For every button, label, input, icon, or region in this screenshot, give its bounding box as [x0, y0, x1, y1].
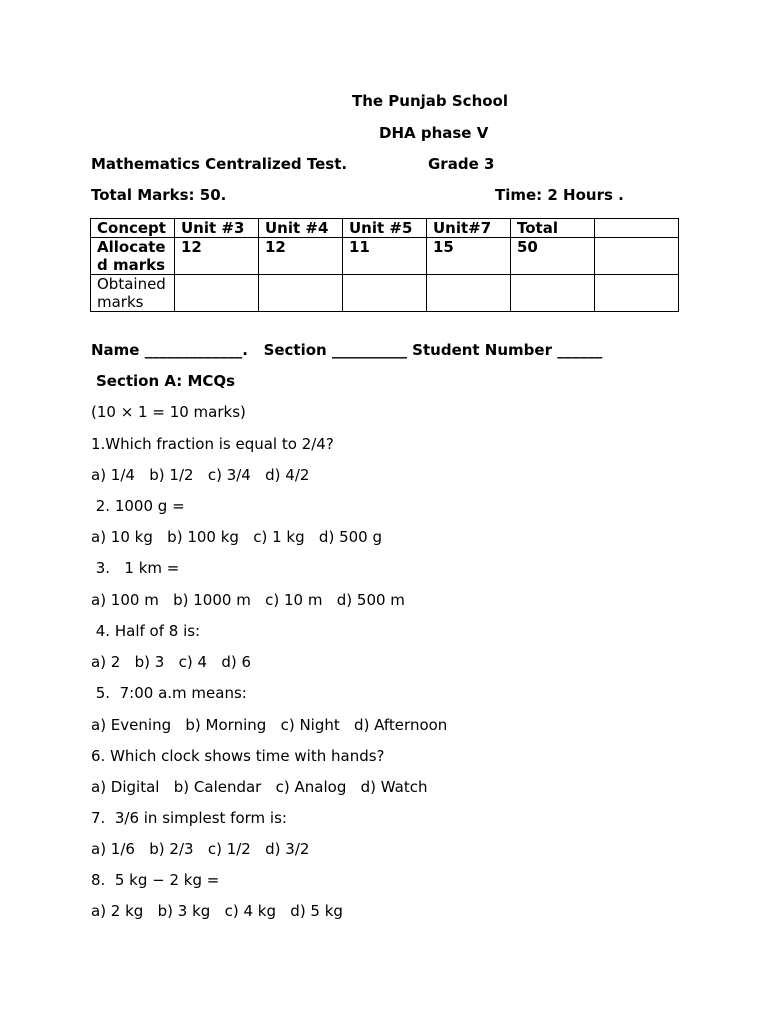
question-options: a) 1/6 b) 2/3 c) 1/2 d) 3/2 — [91, 840, 310, 858]
question-options: a) Digital b) Calendar c) Analog d) Watch — [91, 778, 428, 796]
question-options: a) 2 kg b) 3 kg c) 4 kg d) 5 kg — [91, 902, 343, 920]
table-cell — [595, 238, 679, 275]
table-cell: 11 — [343, 238, 427, 275]
test-title: Mathematics Centralized Test. — [91, 155, 348, 173]
table-header-row — [91, 219, 679, 238]
table-cell: Total — [511, 219, 595, 238]
question-text: 7. 3/6 in simplest form is: — [91, 809, 287, 827]
student-info-line: Name _____________. Section __________ Student Number ______ — [91, 341, 603, 359]
question-text: 4. Half of 8 is: — [91, 622, 201, 640]
total-marks: Total Marks: 50. — [91, 186, 227, 204]
section-a-marks: (10 × 1 = 10 marks) — [91, 403, 246, 421]
question-text: 6. Which clock shows time with hands? — [91, 747, 385, 765]
question-options: a) 2 b) 3 c) 4 d) 6 — [91, 653, 252, 671]
table-cell — [595, 219, 679, 238]
table-cell — [259, 275, 343, 312]
section-a-title: Section A: MCQs — [96, 372, 236, 390]
table-cell — [595, 275, 679, 312]
time-label: Time: 2 Hours . — [495, 186, 624, 204]
question-text: 1.Which fraction is equal to 2/4? — [91, 435, 334, 453]
table-cell: Unit #5 — [343, 219, 427, 238]
question-options: a) 100 m b) 1000 m c) 10 m d) 500 m — [91, 591, 405, 609]
question-text: 2. 1000 g = — [91, 497, 185, 515]
table-row-obtained — [91, 275, 679, 312]
table-cell: Unit#7 — [427, 219, 511, 238]
campus-name: DHA phase V — [379, 124, 489, 142]
table-cell: 50 — [511, 238, 595, 275]
table-cell — [175, 275, 259, 312]
grade-label: Grade 3 — [428, 155, 495, 173]
table-cell: Unit #4 — [259, 219, 343, 238]
question-text: 5. 7:00 a.m means: — [91, 684, 247, 702]
question-text: 3. 1 km = — [91, 559, 180, 577]
table-cell — [427, 275, 511, 312]
table-cell: 12 — [175, 238, 259, 275]
table-cell: Obtained marks — [91, 275, 175, 312]
school-name: The Punjab School — [352, 92, 509, 110]
table-row-allocated — [91, 238, 679, 275]
question-text: 8. 5 kg − 2 kg = — [91, 871, 220, 889]
marks-table — [90, 218, 679, 312]
table-cell: Concept — [91, 219, 175, 238]
table-cell: Allocated marks — [91, 238, 175, 275]
table-cell — [343, 275, 427, 312]
table-cell: 12 — [259, 238, 343, 275]
question-options: a) 10 kg b) 100 kg c) 1 kg d) 500 g — [91, 528, 382, 546]
table-cell: Unit #3 — [175, 219, 259, 238]
table-cell: 15 — [427, 238, 511, 275]
table-cell — [511, 275, 595, 312]
question-options: a) 1/4 b) 1/2 c) 3/4 d) 4/2 — [91, 466, 310, 484]
question-options: a) Evening b) Morning c) Night d) Afternoon — [91, 716, 448, 734]
